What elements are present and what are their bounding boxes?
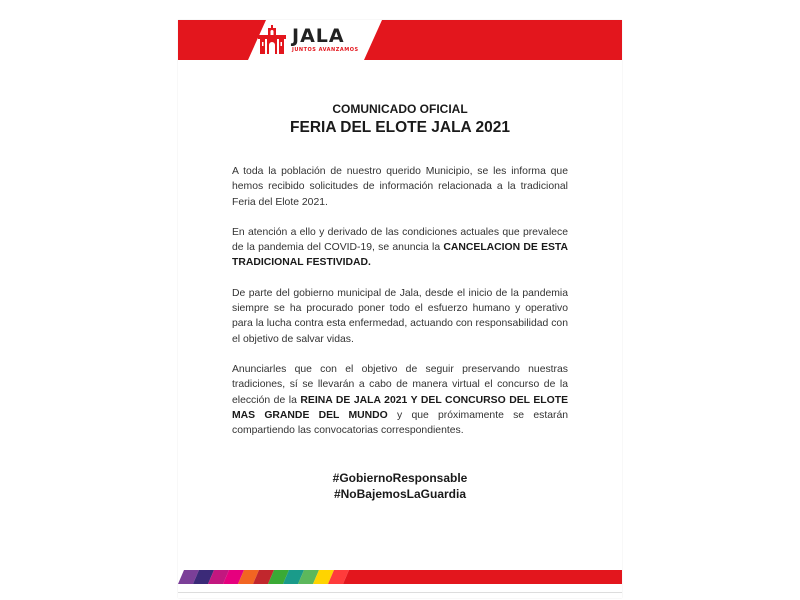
official-communique-document [178, 20, 622, 598]
hashtag-no-bajemos-la-guardia: #NoBajemosLaGuardia [333, 487, 467, 501]
paragraph-4-bold: REINA DE JALA 2021 Y DEL CONCURSO DEL ELOTE MAS GRANDE DEL MUNDO [232, 394, 568, 421]
document-body [232, 164, 568, 453]
footer-color-band [178, 570, 622, 584]
paragraph-3: De parte del gobierno municipal de Jala, desde el inicio de la pandemia siempre se ha procurado poner todo el esfuerzo humano y operativo para la lucha contra esta enfermedad, actuando con responsabilidad con el objetivo de salvar vidas. [232, 287, 568, 345]
paragraph-2 [232, 225, 568, 271]
paragraph-4 [232, 362, 568, 438]
footer-stripe-red [343, 570, 622, 584]
header-band [178, 20, 622, 60]
paragraph-1: A toda la población de nuestro querido Municipio, se les informa que hemos recibido solicitudes de información relacionada a la tradicional Feria del Elote 2021. [232, 166, 568, 208]
paragraph-2-bold: CANCELACION DE ESTA TRADICIONAL FESTIVIDAD. [232, 242, 569, 269]
paragraph-4-text-a: Anunciarles que con el objetivo de seguir preservando nuestras tradiciones, sí se llevarán a cabo de manera virtual el concurso de la elección de la [232, 363, 568, 406]
logo-text [292, 27, 359, 53]
logo-name: JALA [292, 25, 345, 47]
logo-slogan: JUNTOS AVANZAMOS [292, 47, 359, 53]
footer-divider [178, 592, 622, 593]
paragraph-4-text-b: y que próximamente se estarán compartiendo las convocatorias correspondientes. [232, 409, 569, 437]
document-title: FERIA DEL ELOTE JALA 2021 [290, 119, 510, 136]
hashtags [178, 470, 622, 502]
paragraph-2-text: En atención a ello y derivado de las condiciones actuales que prevalece de la pandemia del COVID-19, se anuncia la [232, 226, 568, 254]
hashtag-gobierno-responsable: #GobiernoResponsable [332, 471, 468, 485]
jala-logo [256, 23, 359, 57]
jala-building-icon [256, 24, 288, 56]
document-kicker: COMUNICADO OFICIAL [332, 102, 468, 116]
